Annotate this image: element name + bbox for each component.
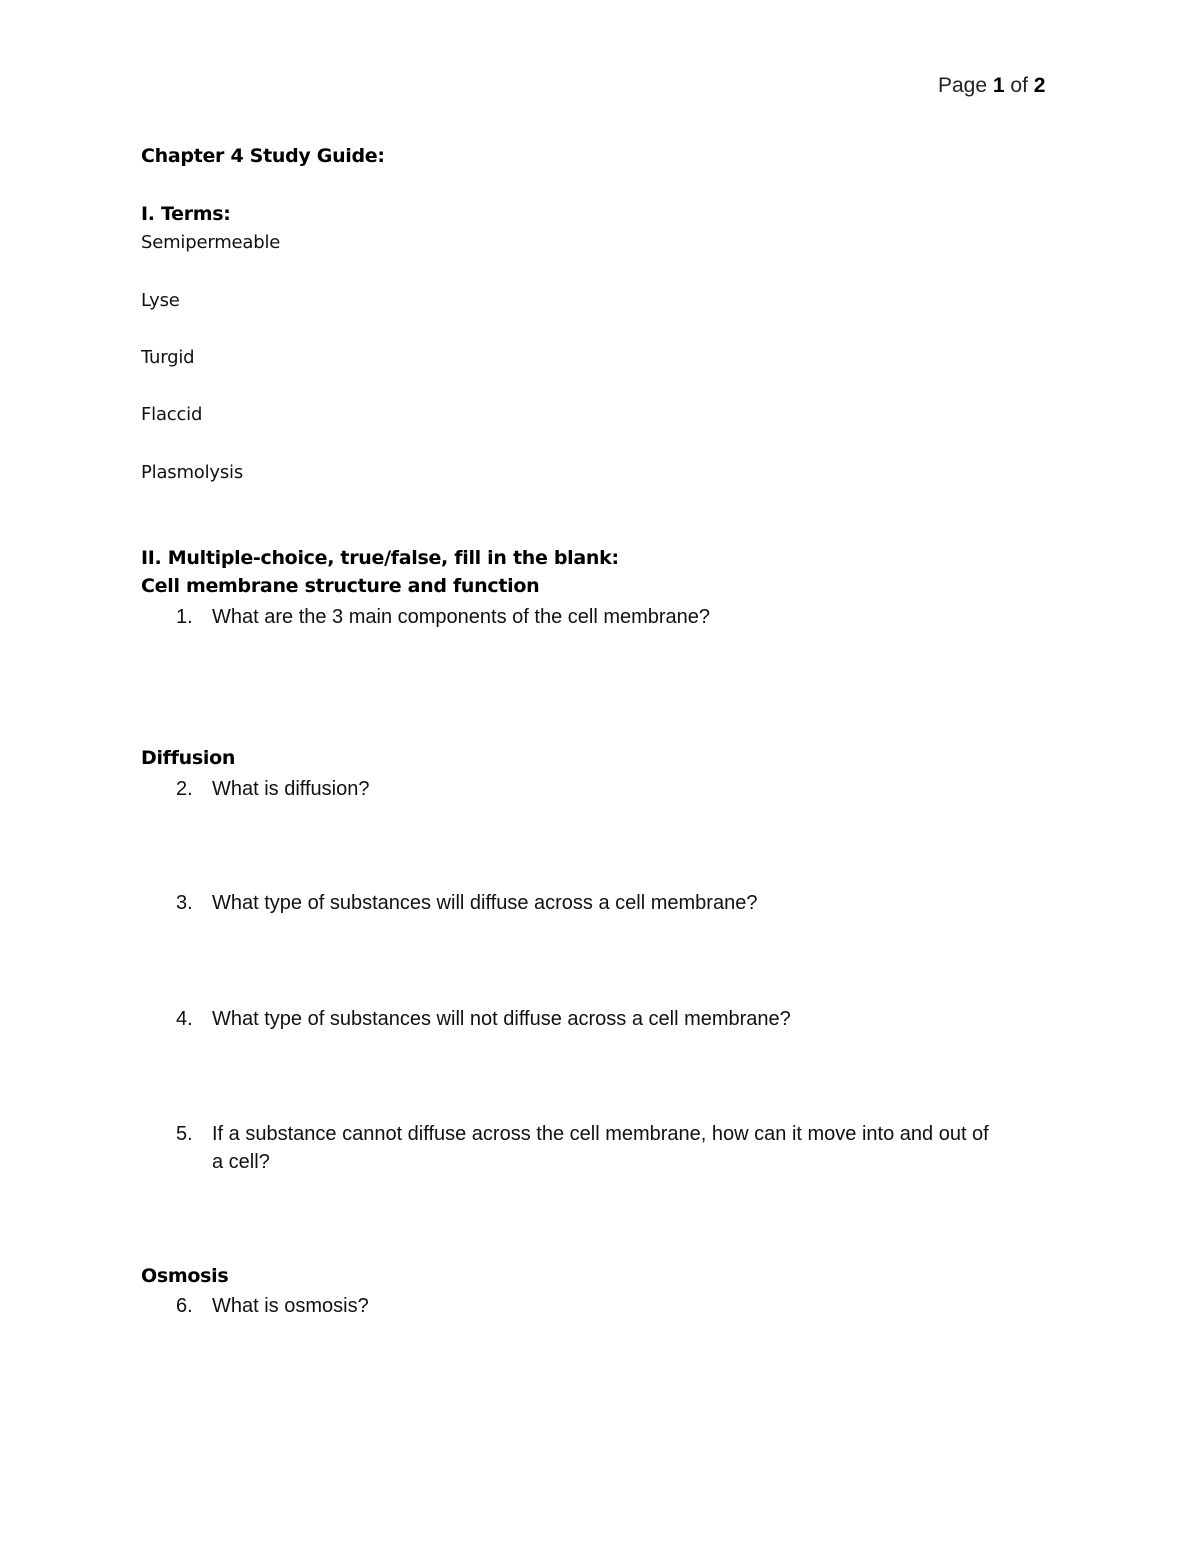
question-number: 4. [176, 1008, 193, 1030]
question-text: What is diffusion? [212, 778, 370, 800]
question-text-continuation: a cell? [212, 1151, 270, 1173]
question-number: 5. [176, 1123, 193, 1145]
subsection-title-diffusion: Diffusion [141, 747, 236, 769]
question-number: 2. [176, 778, 193, 800]
subsection-title-osmosis: Osmosis [141, 1265, 229, 1287]
page-title: Chapter 4 Study Guide: [141, 145, 385, 167]
terms-heading: I. Terms: [141, 203, 231, 225]
questions-heading: II. Multiple-choice, true/false, fill in the blank: [141, 547, 619, 569]
total-pages-number: 2 [1033, 74, 1046, 97]
page-number-indicator [938, 72, 1045, 100]
subsection-title-cell-membrane: Cell membrane structure and function [141, 575, 540, 597]
question-number: 1. [176, 606, 193, 628]
term-item: Plasmolysis [141, 462, 244, 483]
page-word: Page [938, 74, 988, 97]
question-text: What are the 3 main components of the cell membrane? [212, 606, 711, 628]
question-text: If a substance cannot diffuse across the cell membrane, how can it move into and out of [212, 1123, 989, 1145]
question-number: 3. [176, 892, 193, 914]
question-text: What type of substances will not diffuse across a cell membrane? [212, 1008, 791, 1030]
term-item: Lyse [141, 290, 180, 311]
term-item: Semipermeable [141, 232, 281, 253]
term-item: Turgid [141, 347, 195, 368]
question-text: What is osmosis? [212, 1295, 369, 1317]
question-text: What type of substances will diffuse across a cell membrane? [212, 892, 758, 914]
of-word: of [1010, 74, 1028, 97]
current-page-number: 1 [992, 74, 1005, 97]
term-item: Flaccid [141, 404, 203, 425]
question-number: 6. [176, 1295, 193, 1317]
